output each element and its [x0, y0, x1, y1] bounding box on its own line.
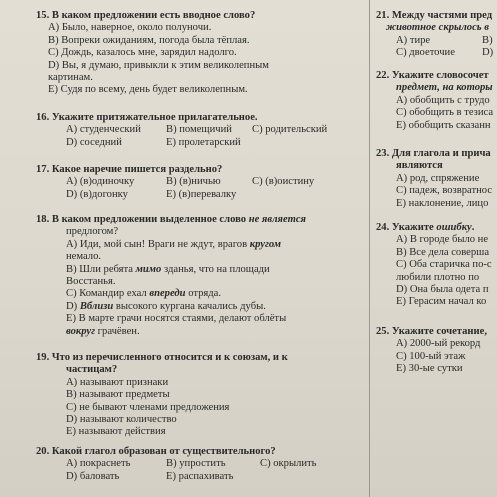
- emphasis-oshibku: ошибку: [436, 222, 472, 233]
- q23-option-c: С) падеж, возвратнос: [396, 185, 493, 197]
- q23-option-e: Е) наклонение, лицо: [396, 197, 489, 209]
- q20-option-e: Е) распахивать: [166, 470, 234, 482]
- question-16: [36, 112, 327, 149]
- right-column: [372, 0, 497, 497]
- q17-option-a: А) (в)одиночку: [66, 176, 135, 188]
- q21-option-b: В): [482, 34, 493, 46]
- question-21-text-cont: животное скрылось в: [386, 22, 490, 34]
- q25-option-a: А) 2000-ый рекорд: [396, 338, 481, 350]
- q24-option-c: С) Оба старичка по-с: [396, 259, 492, 271]
- q15-option-d: D) Вы, я думаю, привыкли к этим великолепным: [48, 59, 269, 71]
- q20-option-b: В) упростить: [166, 458, 226, 470]
- q16-option-c: С) родительский: [252, 124, 328, 136]
- q15-option-c: С) Дождь, казалось мне, зарядил надолго.: [48, 47, 237, 59]
- q19-option-d: D) называют количество: [66, 414, 177, 426]
- question-19-text-cont: частицам?: [66, 364, 118, 376]
- question-18-text: 18. В каком предложении выделенное слово не является: [36, 214, 306, 225]
- question-19-text: 19. Что из перечисленного относится и к союзам, и к: [36, 352, 288, 363]
- question-24: [376, 222, 492, 309]
- q19-option-e: Е) называют действия: [66, 426, 166, 438]
- q15-option-d-cont: картинам.: [48, 72, 93, 84]
- q22-option-e: Е) обобщить сказанн: [396, 119, 491, 131]
- q22-option-a: А) обобщить с трудо: [396, 94, 490, 106]
- question-20-text: 20. Какой глагол образован от существительного?: [36, 446, 276, 457]
- q21-option-a: А) тире: [396, 34, 431, 46]
- q17-option-d: D) (в)догонку: [66, 188, 128, 200]
- q18-option-a: А) Иди, мой сын! Враги не ждут, врагов кругом: [66, 238, 282, 250]
- q18-option-e-cont: вокруг грачёвен.: [66, 325, 140, 337]
- q16-option-e: Е) пролетарский: [166, 136, 241, 148]
- question-23-text: 23. Для глагола и прича: [376, 148, 491, 159]
- highlight-vperedi: впереди: [149, 288, 186, 300]
- q20-option-a: А) покраснеть: [66, 458, 131, 470]
- question-24-text: 24. Укажите ошибку.: [376, 222, 475, 233]
- q25-option-c: С) 100-ый этаж: [396, 350, 466, 362]
- q20-option-d: D) баловать: [66, 470, 120, 482]
- q20-option-c: С) окрылить: [260, 458, 317, 470]
- highlight-vblizi: Вблизи: [79, 300, 114, 312]
- highlight-mimo: мимо: [135, 263, 162, 275]
- q23-option-a: А) род, спряжение: [396, 172, 480, 184]
- q21-option-d: D): [482, 47, 494, 59]
- question-21: [376, 10, 493, 60]
- q18-option-d: D) Вблизи высокого кургана качались дубы.: [66, 300, 266, 312]
- q17-option-e: Е) (в)перевалку: [166, 188, 237, 200]
- question-25: [376, 326, 487, 376]
- q19-option-b: В) называют предметы: [66, 389, 170, 401]
- question-19: [36, 352, 288, 439]
- q18-option-a-cont: немало.: [66, 251, 102, 263]
- q19-option-c: С) не бывают членами предложения: [66, 401, 230, 413]
- question-18-text-cont: предлогом?: [66, 226, 119, 238]
- q25-option-e: Е) 30-ые сутки: [396, 363, 463, 375]
- q17-option-c: С) (в)оистину: [252, 176, 315, 188]
- q24-option-c-cont: любили плотно по: [396, 271, 480, 283]
- question-23: [376, 148, 492, 210]
- q24-option-a: А) В городе было не: [396, 234, 489, 246]
- q24-option-d: D) Она была одета п: [396, 284, 489, 296]
- q18-option-b: В) Шли ребята мимо зданья, что на площади: [66, 263, 270, 275]
- q24-option-e: Е) Герасим начал ко: [396, 296, 487, 308]
- highlight-vokrug: вокруг: [66, 325, 96, 337]
- question-21-text: 21. Между частями пред: [376, 10, 493, 21]
- emphasis-not-is: не является: [248, 214, 306, 225]
- q16-option-a: А) студенческий: [66, 124, 141, 136]
- question-15-text: 15. В каком предложении есть вводное слово?: [36, 10, 256, 21]
- question-17: [36, 164, 314, 201]
- question-23-text-cont: являются: [396, 160, 443, 172]
- question-16-text: 16. Укажите притяжательное прилагательное.: [36, 112, 258, 123]
- question-25-text: 25. Укажите сочетание,: [376, 326, 487, 337]
- q22-option-c: С) обобщить в тезиса: [396, 107, 494, 119]
- q17-option-b: В) (в)ничью: [166, 176, 221, 188]
- question-18: [36, 214, 306, 338]
- question-15: [36, 10, 269, 97]
- q16-option-d: D) соседний: [66, 136, 122, 148]
- q15-option-a: А) Было, наверное, около полуночи.: [48, 22, 212, 34]
- q18-option-c: С) Командир ехал впереди отряда.: [66, 288, 222, 300]
- q24-option-b: В) Все дела соверша: [396, 246, 490, 258]
- q18-option-e: Е) В марте грачи носятся стаями, делают облёты: [66, 313, 287, 325]
- highlight-krugom: кругом: [249, 238, 282, 250]
- q19-option-a: А) называют признаки: [66, 376, 169, 388]
- question-20: [36, 446, 317, 483]
- q15-option-b: В) Вопреки ожиданиям, погода была тёплая.: [48, 34, 250, 46]
- question-22: [376, 70, 493, 132]
- column-divider: [369, 0, 370, 497]
- q16-option-b: В) помещичий: [166, 124, 232, 136]
- q15-option-e: Е) Судя по всему, день будет великолепным.: [48, 84, 248, 96]
- q18-option-b-cont: Восстанья.: [66, 276, 116, 288]
- q21-option-c: С) двоеточие: [396, 47, 455, 59]
- question-22-text-cont: предмет, на которы: [396, 82, 493, 94]
- question-17-text: 17. Какое наречие пишется раздельно?: [36, 164, 223, 175]
- question-22-text: 22. Укажите словосочет: [376, 70, 489, 81]
